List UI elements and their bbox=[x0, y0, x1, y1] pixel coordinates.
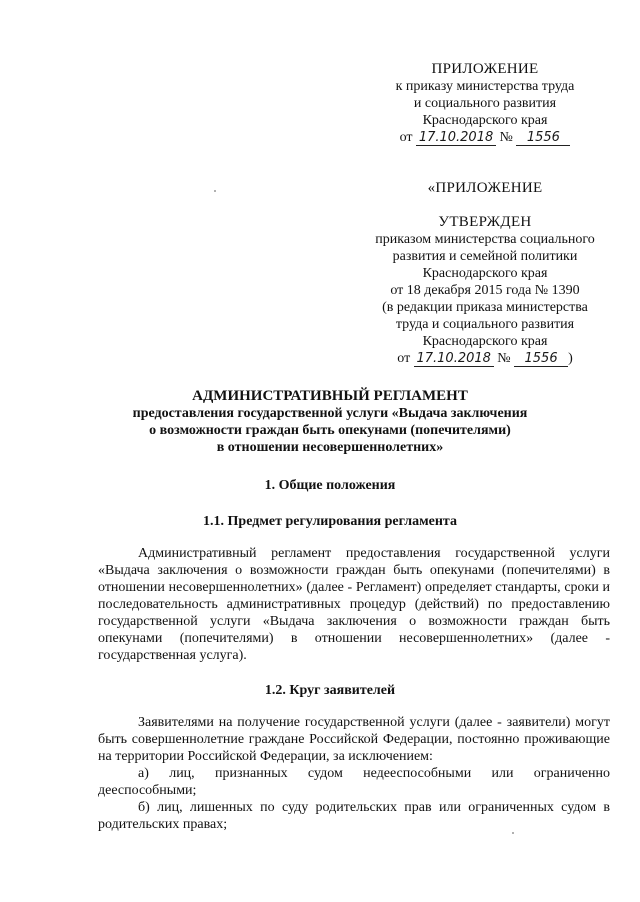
number-label: № bbox=[497, 351, 511, 366]
regulation-title: АДМИНИСТРАТИВНЫЙ РЕГЛАМЕНТ bbox=[192, 388, 468, 404]
scan-speck bbox=[214, 190, 216, 192]
approved-title: УТВЕРЖДЕН bbox=[438, 214, 532, 230]
quote-annex-title: «ПРИЛОЖЕНИЕ bbox=[427, 180, 543, 196]
closing-paren: ) bbox=[568, 351, 573, 366]
regulation-subtitle-line-3: в отношении несовершеннолетних» bbox=[216, 440, 444, 455]
from-label: от bbox=[397, 351, 411, 366]
number-label: № bbox=[499, 130, 513, 145]
paragraph-applicants: Заявителями на получение государственной услуги (далее - заявители) могут быть совершеннолетние граждане Российской Федерации, постоянно проживающие на территории Российской Федерации, за исключением: bbox=[98, 715, 610, 764]
approved-line-2: развития и семейной политики bbox=[392, 249, 578, 264]
subsection-heading: 1.1. Предмет регулирования регламента bbox=[203, 514, 457, 529]
handwritten-number: 1556 bbox=[516, 131, 570, 146]
approved-line-4: от 18 декабря 2015 года № 1390 bbox=[390, 283, 580, 298]
subsection-heading: 1.2. Круг заявителей bbox=[264, 683, 396, 698]
approved-line-6: труда и социального развития bbox=[395, 317, 575, 332]
regulation-subtitle-line-2: о возможности граждан быть опекунами (попечителями) bbox=[149, 423, 511, 438]
annex-title: ПРИЛОЖЕНИЕ bbox=[431, 61, 539, 77]
handwritten-number: 1556 bbox=[514, 352, 568, 367]
handwritten-date: 17.10.2018 bbox=[414, 352, 494, 367]
annex-line-3: Краснодарского края bbox=[422, 113, 548, 128]
approved-line-1: приказом министерства социального bbox=[375, 232, 595, 247]
list-item-b: б) лиц, лишенных по суду родительских прав или ограниченных судом в родительских правах; bbox=[98, 800, 610, 832]
list-item-a: а) лиц, признанных судом недееспособными или ограниченно дееспособными; bbox=[98, 766, 610, 798]
approved-line-5: (в редакции приказа министерства bbox=[382, 300, 588, 315]
paragraph-subject: Административный регламент предоставления государственной услуги «Выдача заключения о возможности граждан быть опекунами (попечителями) в отношении несовершеннолетних» (далее - Регламент) определяет стандарты, сроки и последовательность административных процедур (действий) по предоставлению государственной услуги «Выдача заключения о возможности граждан быть опекунами (попечителями) в отношении несовершеннолетних» (далее - государственная услуга). bbox=[98, 546, 610, 663]
annex-header bbox=[360, 61, 610, 146]
approved-line-3: Краснодарского края bbox=[422, 266, 548, 281]
annex-date-line bbox=[360, 129, 610, 146]
approved-date-line bbox=[360, 350, 610, 367]
handwritten-date: 17.10.2018 bbox=[416, 131, 496, 146]
scan-speck bbox=[512, 832, 514, 834]
approved-block bbox=[360, 180, 610, 367]
annex-line-2: и социального развития bbox=[413, 96, 557, 111]
spacer bbox=[360, 197, 610, 214]
annex-line-1: к приказу министерства труда bbox=[395, 79, 575, 94]
regulation-subtitle-line-1: предоставления государственной услуги «Выдача заключения bbox=[132, 406, 528, 421]
applicants-block bbox=[98, 714, 610, 833]
approved-line-7: Краснодарского края bbox=[422, 334, 548, 349]
regulation-subtitle bbox=[80, 405, 580, 456]
section-heading: 1. Общие положения bbox=[264, 478, 396, 493]
from-label: от bbox=[399, 130, 413, 145]
